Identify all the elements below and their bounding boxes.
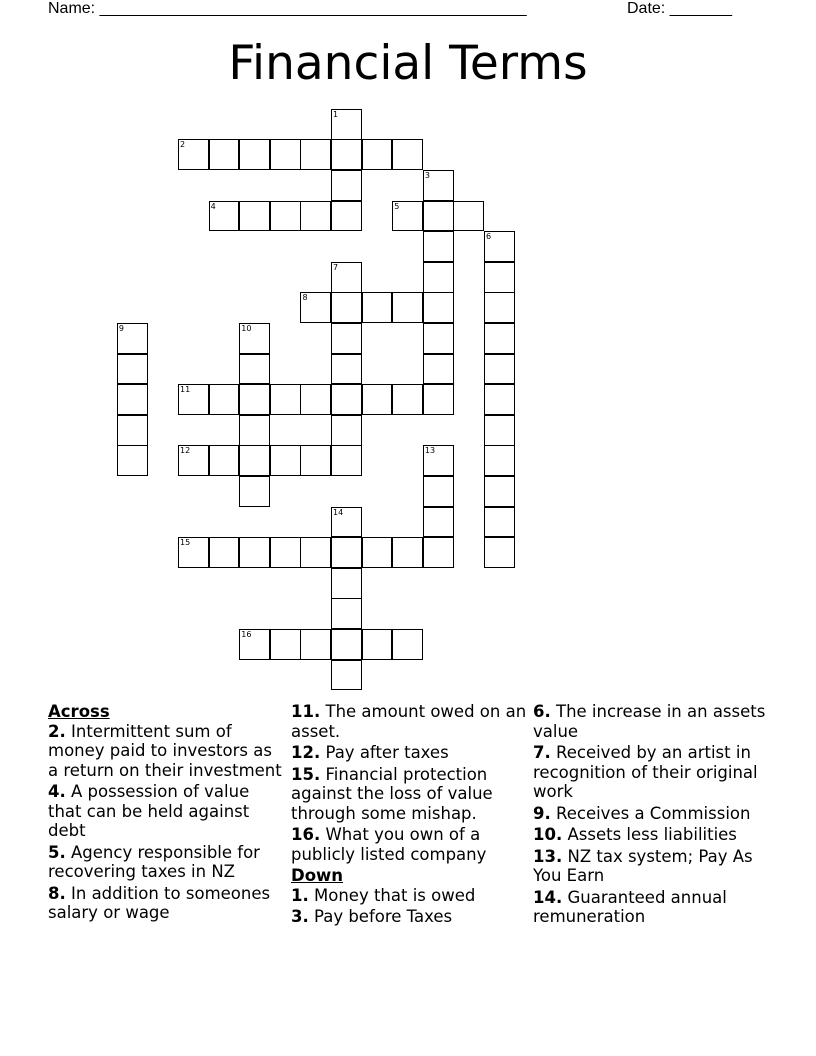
clue-down-13: 13. NZ tax system; Pay As You Earn: [533, 846, 753, 885]
grid-cell[interactable]: [484, 262, 515, 293]
grid-cell[interactable]: [270, 201, 301, 232]
grid-cell[interactable]: [392, 292, 423, 323]
grid-cell[interactable]: [270, 384, 301, 415]
clue-across-15: 15. Financial protection against the loss of value through some mishap.: [291, 764, 493, 823]
clue-down-3: 3. Pay before Taxes: [291, 907, 453, 926]
clue-number: 16: [241, 630, 252, 640]
grid-cell[interactable]: [117, 323, 148, 354]
grid-cell[interactable]: [300, 139, 331, 170]
clue-across-4: 4. A possession of value that can be held against debt: [48, 782, 250, 840]
grid-cell[interactable]: [392, 139, 423, 170]
grid-cell[interactable]: [178, 537, 209, 568]
grid-cell[interactable]: [484, 354, 515, 385]
across-heading: Across: [48, 702, 110, 721]
grid-cell[interactable]: [331, 415, 362, 446]
grid-cell[interactable]: [300, 445, 331, 476]
grid-cell[interactable]: [362, 384, 393, 415]
grid-cell[interactable]: [300, 384, 331, 415]
grid-cell[interactable]: [423, 354, 454, 385]
clue-number: 14: [333, 507, 344, 517]
grid-cell[interactable]: [117, 415, 148, 446]
grid-cell[interactable]: [423, 445, 454, 476]
grid-cell[interactable]: [362, 139, 393, 170]
grid-cell[interactable]: [239, 323, 270, 354]
grid-cell[interactable]: [270, 629, 301, 660]
grid-cell[interactable]: [423, 537, 454, 568]
grid-cell[interactable]: [423, 507, 454, 538]
grid-cell[interactable]: [423, 231, 454, 262]
grid-cell[interactable]: [239, 354, 270, 385]
grid-cell[interactable]: [239, 384, 270, 415]
grid-cell[interactable]: [423, 170, 454, 201]
grid-cell[interactable]: [331, 660, 362, 691]
grid-cell[interactable]: [331, 170, 362, 201]
grid-cell[interactable]: [117, 384, 148, 415]
grid-cell[interactable]: [392, 384, 423, 415]
grid-cell[interactable]: [117, 445, 148, 476]
grid-cell[interactable]: [209, 537, 240, 568]
grid-cell[interactable]: [484, 507, 515, 538]
clue-number: 13: [424, 446, 436, 456]
clue-across-8: 8. In addition to someones salary or wage: [48, 883, 271, 922]
grid-cell[interactable]: [331, 292, 362, 323]
clue-down-6: 6. The increase in an assets value: [533, 702, 766, 741]
grid-cell[interactable]: [423, 323, 454, 354]
grid-cell[interactable]: [239, 476, 270, 507]
grid-cell[interactable]: [362, 629, 393, 660]
clue-number: 12: [180, 446, 191, 456]
grid-cell[interactable]: [392, 537, 423, 568]
clue-across-5: 5. Agency responsible for recovering taxes in NZ: [48, 842, 260, 881]
grid-cell[interactable]: [300, 629, 331, 660]
grid-cell[interactable]: [484, 384, 515, 415]
clue-down-14: 14. Guaranteed annual remuneration: [533, 887, 727, 926]
clue-down-7: 7. Received by an artist in recognition of their original work: [533, 743, 758, 801]
grid-cell[interactable]: [392, 201, 423, 232]
grid-cell[interactable]: [239, 537, 270, 568]
grid-cell[interactable]: [484, 476, 515, 507]
clue-across-16: 16. What you own of a publicly listed company: [291, 825, 487, 864]
grid-cell[interactable]: [331, 537, 362, 568]
grid-cell[interactable]: [484, 231, 515, 262]
grid-cell[interactable]: [300, 292, 331, 323]
down-heading: Down: [291, 866, 344, 885]
grid-cell[interactable]: [209, 139, 240, 170]
clues-column-3: [533, 702, 769, 929]
clues-column-1: [48, 702, 284, 925]
clue-down-10: 10. Assets less liabilities: [533, 825, 737, 844]
grid-cell[interactable]: [178, 445, 209, 476]
clue-number: 4: [210, 201, 216, 211]
grid-cell[interactable]: [239, 629, 270, 660]
grid-cell[interactable]: [423, 292, 454, 323]
clue-across-12: 12. Pay after taxes: [291, 743, 449, 762]
clue-number: 15: [180, 538, 191, 548]
grid-cell[interactable]: [209, 384, 240, 415]
clue-number: 1: [333, 109, 339, 119]
grid-cell[interactable]: [484, 537, 515, 568]
clue-number: 8: [302, 293, 308, 303]
date-label: Date: _______: [627, 0, 732, 17]
grid-cell[interactable]: [484, 445, 515, 476]
clue-number: 6: [486, 232, 492, 242]
grid-cell[interactable]: [362, 537, 393, 568]
grid-cell[interactable]: [331, 323, 362, 354]
grid-cell[interactable]: [484, 292, 515, 323]
page-title: Financial Terms: [228, 36, 588, 91]
grid-cell[interactable]: [331, 598, 362, 629]
clue-number: 5: [394, 201, 400, 211]
grid-cell[interactable]: [331, 201, 362, 232]
grid-cell[interactable]: [300, 201, 331, 232]
grid-cell[interactable]: [331, 445, 362, 476]
grid-cell[interactable]: [331, 139, 362, 170]
clue-number: 7: [333, 262, 339, 272]
clue-across-11: 11. The amount owed on an asset.: [291, 702, 527, 741]
grid-cell[interactable]: [423, 262, 454, 293]
grid-cell[interactable]: [331, 568, 362, 599]
grid-cell[interactable]: [239, 201, 270, 232]
grid-cell[interactable]: [239, 445, 270, 476]
grid-cell[interactable]: [270, 537, 301, 568]
grid-cell[interactable]: [331, 109, 362, 140]
clue-number: 11: [180, 385, 191, 395]
grid-cell[interactable]: [209, 445, 240, 476]
grid-cell[interactable]: [392, 629, 423, 660]
grid-cell[interactable]: [484, 415, 515, 446]
grid-cell[interactable]: [331, 384, 362, 415]
clue-across-2: 2. Intermittent sum of money paid to investors as a return on their investment: [48, 721, 282, 780]
grid-cell[interactable]: [484, 323, 515, 354]
grid-cell[interactable]: [423, 476, 454, 507]
clue-down-1: 1. Money that is owed: [291, 885, 476, 905]
grid-cell[interactable]: [209, 201, 240, 232]
grid-cell[interactable]: [117, 354, 148, 385]
clue-number: 9: [118, 324, 124, 334]
grid-cell[interactable]: [178, 139, 209, 170]
grid-cell[interactable]: [239, 415, 270, 446]
clue-number: 3: [424, 171, 430, 181]
grid-cell[interactable]: [331, 354, 362, 385]
clue-down-9: 9. Receives a Commission: [533, 803, 751, 823]
clue-number: 2: [180, 140, 186, 150]
grid-cell[interactable]: [270, 139, 301, 170]
grid-cell[interactable]: [331, 629, 362, 660]
grid-cell[interactable]: [178, 384, 209, 415]
grid-cell[interactable]: [423, 201, 454, 232]
clues-column-2: [291, 702, 527, 929]
name-label: Name: ________________________________________________: [48, 0, 527, 17]
grid-cell[interactable]: [453, 201, 484, 232]
grid-cell[interactable]: [362, 292, 393, 323]
grid-cell[interactable]: [300, 537, 331, 568]
grid-cell[interactable]: [423, 384, 454, 415]
grid-cell[interactable]: [331, 262, 362, 293]
grid-cell[interactable]: [331, 507, 362, 538]
grid-cell[interactable]: [270, 445, 301, 476]
clue-number: 10: [241, 324, 252, 334]
grid-cell[interactable]: [239, 139, 270, 170]
